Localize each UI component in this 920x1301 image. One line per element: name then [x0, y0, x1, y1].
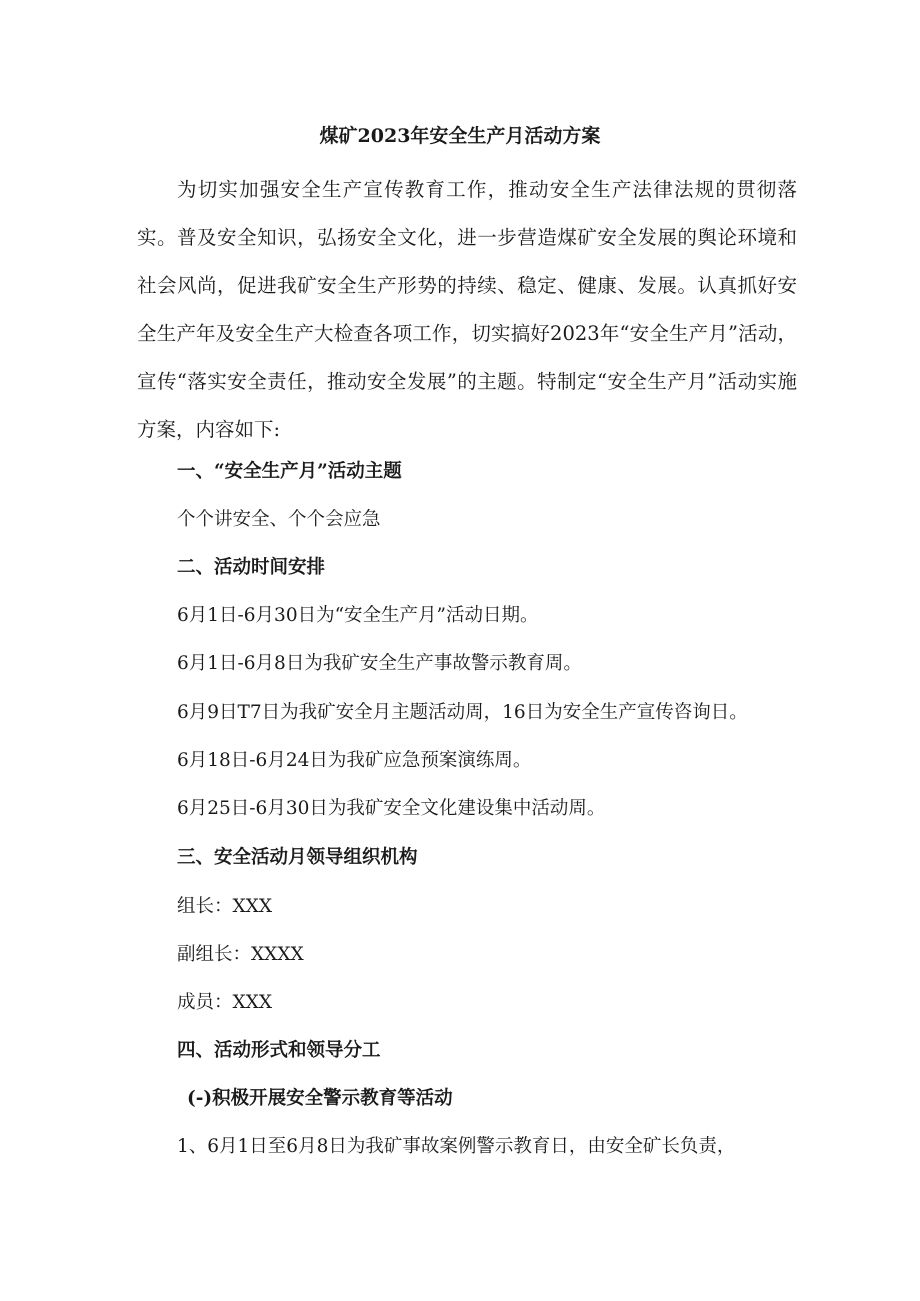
schedule-item: 6月18日-6月24日为我矿应急预案演练周。	[177, 750, 532, 771]
org-member: 成员：XXX	[177, 992, 273, 1013]
activity-item: 1、6月1日至6月8日为我矿事故案例警示教育日，由安全矿长负责，	[177, 1136, 736, 1157]
subsection-heading: (-)积极开展安全警示教育等活动	[187, 1088, 453, 1109]
document-title: 煤矿2023年安全生产月活动方案	[319, 125, 601, 147]
theme-text: 个个讲安全、个个会应急	[177, 509, 381, 530]
schedule-item: 6月1日-6月30日为“安全生产月”活动日期。	[177, 605, 539, 626]
org-member: 副组长：XXXX	[177, 944, 304, 965]
schedule-item: 6月1日-6月8日为我矿安全生产事故警示教育周。	[177, 653, 582, 674]
org-member: 组长：XXX	[177, 896, 273, 917]
schedule-item: 6月9日T7日为我矿安全月主题活动周，16日为安全生产宣传咨询日。	[177, 702, 748, 723]
section-heading-schedule: 二、活动时间安排	[177, 557, 326, 578]
section-heading-theme: 一、“安全生产月”活动主题	[177, 461, 402, 482]
section-heading-organization: 三、安全活动月领导组织机构	[177, 847, 418, 868]
intro-paragraph: 为切实加强安全生产宣传教育工作，推动安全生产法律法规的贯彻落实。普及安全知识，弘扬安全文化，进一步营造煤矿安全发展的舆论环境和社会风尚，促进我矿安全生产形势的持续、稳定、健康、发展。认真抓好安全生产年及安全生产大检查各项工作，切实搞好2023年“安全生产月”活动，宣传“落实安全责任，推动安全发展”的主题。特制定“安全生产月”活动实施方案，内容如下:	[137, 178, 797, 441]
section-heading-activities: 四、活动形式和领导分工	[177, 1040, 381, 1061]
schedule-item: 6月25日-6月30日为我矿安全文化建设集中活动周。	[177, 798, 606, 819]
